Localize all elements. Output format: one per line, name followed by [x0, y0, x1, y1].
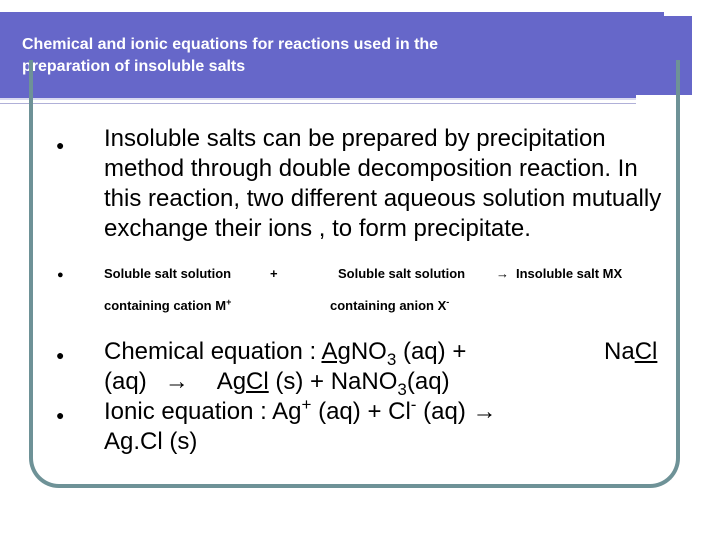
arrow-icon: →	[472, 398, 497, 425]
plus-sign: +	[270, 266, 278, 281]
slide-title: Chemical and ionic equations for reactions used in the preparation of insoluble salts	[22, 36, 439, 75]
anion-label: containing anion X-	[330, 297, 450, 313]
arrow-icon: →	[164, 368, 189, 395]
ionic-equation-line-2: Ag.Cl (s)	[104, 428, 198, 455]
nacl-reactant: NaCl	[604, 338, 658, 365]
bullet-text-1: Insoluble salts can be prepared by precipitation method through double decomposition reaction. In this reaction, two different aqueous solution mutually exchange their ions , to form precipitate.	[104, 125, 662, 242]
bullet-dot-2: ●	[57, 269, 64, 281]
chemical-equation-line-1: Chemical equation : AgNO$_3$ (aq) +	[104, 338, 467, 369]
arrow-icon: →	[496, 266, 509, 281]
chemical-equation-line-2: (aq) → AgCl (s) + NaNO$_3$(aq)	[104, 368, 450, 399]
banner-notch	[664, 12, 692, 16]
ionic-equation-line-1: Ionic equation : Ag+ (aq) + Cl- (aq) →	[104, 395, 497, 425]
reactant-1-label: Soluble salt solution	[104, 266, 232, 281]
cation-label: containing cation M+	[104, 297, 232, 313]
bullet-dot-4: ●	[56, 407, 65, 423]
bullet-dot-3: ●	[56, 347, 65, 363]
bullet-dot-1: ●	[56, 137, 65, 153]
product-label: Insoluble salt MX	[516, 266, 623, 281]
reactant-2-label: Soluble salt solution	[338, 266, 466, 281]
